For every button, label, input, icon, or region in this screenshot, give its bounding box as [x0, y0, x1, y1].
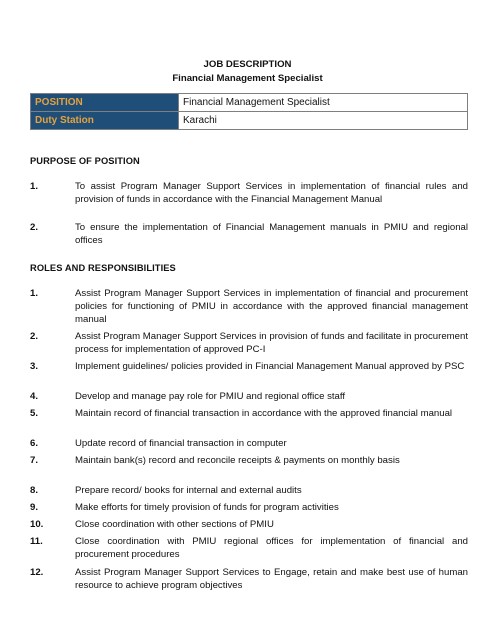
item-number: 8. — [30, 485, 39, 496]
item-number: 5. — [30, 408, 39, 419]
item-text: Develop and manage pay role for PMIU and regional office staff — [75, 391, 346, 402]
item-text: Assist Program Manager Support Services in implementation of financial and procurement policies for functioning of PMIU in accordance with the approved financial management manual — [75, 288, 468, 325]
item-number: 9. — [30, 502, 39, 513]
document-subtitle: Financial Management Specialist — [172, 73, 323, 84]
purpose-heading: PURPOSE OF POSITION — [30, 156, 140, 166]
duty-station-value: Karachi — [179, 112, 468, 130]
item-text: Close coordination with other sections of PMIU — [75, 519, 274, 530]
item-number: 11. — [30, 536, 43, 547]
item-text: Assist Program Manager Support Services in provision of funds and facilitate in procurement process for implementation of approved PC-I — [75, 331, 468, 355]
document-title: JOB DESCRIPTION — [203, 59, 292, 70]
position-value: Financial Management Specialist — [179, 94, 468, 112]
duty-station-label: Duty Station — [31, 112, 179, 130]
item-number: 10. — [30, 519, 44, 530]
position-label: POSITION — [31, 94, 179, 112]
roles-heading: ROLES AND RESPONSIBILITIES — [30, 263, 176, 273]
item-text: Implement guidelines/ policies provided in Financial Management Manual approved by PSC — [75, 361, 465, 372]
item-number: 12. — [30, 567, 44, 578]
item-number: 1. — [30, 288, 39, 299]
item-text: Maintain bank(s) record and reconcile receipts & payments on monthly basis — [75, 455, 400, 466]
item-number: 4. — [30, 391, 39, 402]
item-text: To assist Program Manager Support Services in implementation of financial rules and provision of funds in accordance with the Financial Management Manual — [75, 181, 468, 205]
item-text: Prepare record/ books for internal and external audits — [75, 485, 302, 496]
item-number: 3. — [30, 361, 39, 372]
item-text: Assist Program Manager Support Services to Engage, retain and make best use of human resource to achieve program objectives — [75, 567, 468, 591]
item-text: Make efforts for timely provision of funds for program activities — [75, 502, 339, 513]
item-number: 7. — [30, 455, 39, 466]
table-row — [31, 112, 468, 130]
item-number: 6. — [30, 438, 39, 449]
position-info-table — [30, 93, 468, 130]
item-number: 2. — [30, 222, 39, 233]
item-number: 1. — [30, 181, 39, 192]
table-row — [31, 94, 468, 112]
item-text: To ensure the implementation of Financial Management manuals in PMIU and regional offices — [75, 222, 468, 246]
item-text: Close coordination with PMIU regional offices for implementation of financial and procurement procedures — [75, 536, 468, 560]
item-number: 2. — [30, 331, 39, 342]
item-text: Maintain record of financial transaction in accordance with the approved financial manual — [75, 408, 453, 419]
item-text: Update record of financial transaction in computer — [75, 438, 287, 449]
